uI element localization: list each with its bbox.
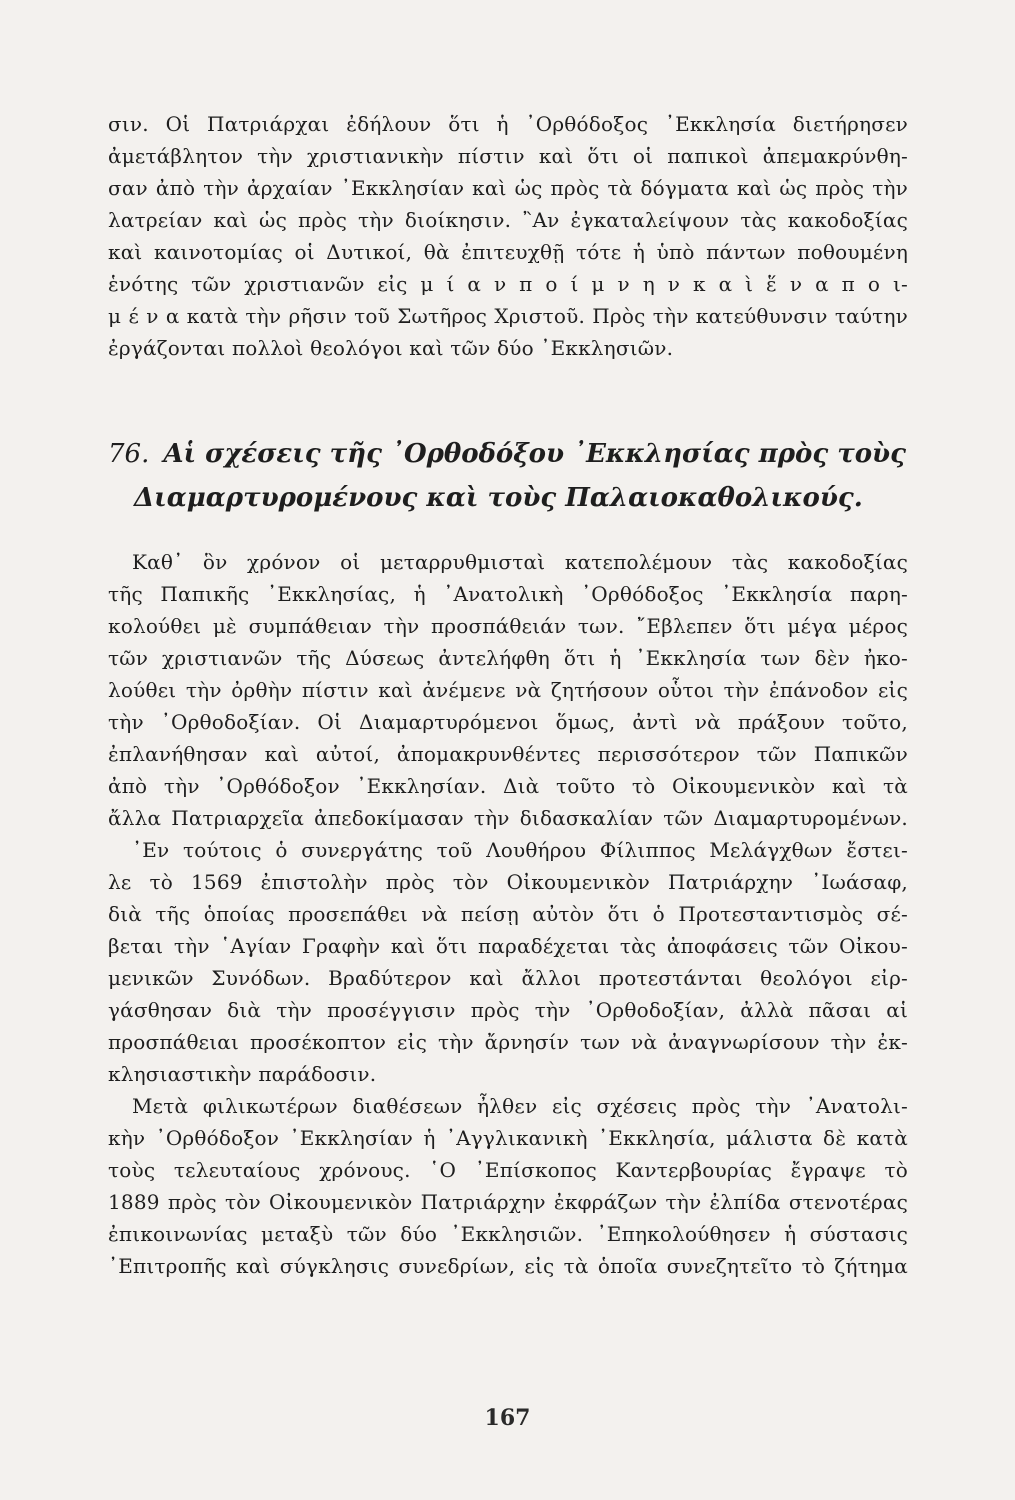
text-line: σιν. Οἱ Πατριάρχαι ἐδήλουν ὅτι ἡ ᾿Ορθόδοξος ᾿Εκκλησία διετήρησεν <box>108 112 908 136</box>
text-line: ἀπὸ τὴν ᾿Ορθόδοξον ᾿Εκκλησίαν. Διὰ τοῦτο τὸ Οἰκουμενικὸν καὶ τὰ <box>108 774 908 798</box>
text-line: 1889 πρὸς τὸν Οἰκουμενικὸν Πατριάρχην ἐκφράζων τὴν ἐλπίδα στενοτέρας <box>108 1190 908 1214</box>
text-line: καὶ καινοτομίας οἱ Δυτικοί, θὰ ἐπιτευχθῇ τότε ἡ ὑπὸ πάντων ποθουμένη <box>108 240 908 264</box>
text-line: Μετὰ φιλικωτέρων διαθέσεων ἦλθεν εἰς σχέσεις πρὸς τὴν ᾿Ανατολι- <box>132 1094 908 1118</box>
text-line: ἀμετάβλητον τὴν χριστιανικὴν πίστιν καὶ ὅτι οἱ παπικοὶ ἀπεμακρύνθη- <box>108 144 908 168</box>
text-line: τῶν χριστιανῶν τῆς Δύσεως ἀντελήφθη ὅτι ἡ ᾿Εκκλησία των δὲν ἠκο- <box>108 646 908 670</box>
text-line: τῆς Παπικῆς ᾿Εκκλησίας, ἡ ᾿Ανατολικὴ ᾿Ορθόδοξος ᾿Εκκλησία παρη- <box>108 582 908 606</box>
text-line: κὴν ᾿Ορθόδοξον ᾿Εκκλησίαν ἡ ᾿Αγγλικανικὴ ᾿Εκκλησία, μάλιστα δὲ κατὰ <box>108 1126 908 1150</box>
text-line: προσπάθειαι προσέκοπτον εἰς τὴν ἄρνησίν των νὰ ἀναγνωρίσουν τὴν ἐκ- <box>108 1030 908 1054</box>
text-line: ἐπλανήθησαν καὶ αὐτοί, ἀπομακρυνθέντες περισσότερον τῶν Παπικῶν <box>108 742 908 766</box>
page-number: 167 <box>484 1405 531 1431</box>
text-line: σαν ἀπὸ τὴν ἀρχαίαν ᾿Εκκλησίαν καὶ ὡς πρὸς τὰ δόγματα καὶ ὡς πρὸς τὴν <box>108 176 908 200</box>
text-line: ἄλλα Πατριαρχεῖα ἀπεδοκίμασαν τὴν διδασκαλίαν τῶν Διαμαρτυρομένων. <box>108 806 908 830</box>
section-title-part-2: Διαμαρτυρομένους καὶ τοὺς Παλαιοκαθολικούς. <box>134 483 863 513</box>
text-line: λούθει τὴν ὀρθὴν πίστιν καὶ ἀνέμενε νὰ ζητήσουν οὗτοι τὴν ἐπάνοδον εἰς <box>108 678 908 702</box>
text-line: μ έ ν α κατὰ τὴν ρῆσιν τοῦ Σωτῆρος Χριστοῦ. Πρὸς τὴν κατεύθυνσιν ταύτην <box>108 304 908 328</box>
text-line: κλησιαστικὴν παράδοσιν. <box>108 1062 377 1086</box>
section-title-part-1: Αἱ σχέσεις τῆς ᾿Ορθοδόξου ᾿Εκκλησίας πρὸς τοὺς <box>163 439 906 469</box>
text-line: μενικῶν Συνόδων. Βραδύτερον καὶ ἄλλοι προτεστάνται θεολόγοι εἰρ- <box>108 966 908 990</box>
text-line: κολούθει μὲ συμπάθειαν τὴν προσπάθειάν των. ῎Εβλεπεν ὅτι μέγα μέρος <box>108 614 908 638</box>
text-line: ᾿Επιτροπῆς καὶ σύγκλησις συνεδρίων, εἰς τὰ ὁποῖα συνεζητεῖτο τὸ ζήτημα <box>108 1254 908 1278</box>
text-line: ᾿Εν τούτοις ὁ συνεργάτης τοῦ Λουθήρου Φίλιππος Μελάγχθων ἔστει- <box>132 838 908 862</box>
section-heading <box>108 432 908 520</box>
text-line: λε τὸ 1569 ἐπιστολὴν πρὸς τὸν Οἰκουμενικὸν Πατριάρχην ᾿Ιωάσαφ, <box>108 870 908 894</box>
text-line: λατρείαν καὶ ὡς πρὸς τὴν διοίκησιν. ῍Αν ἐγκαταλείψουν τὰς κακοδοξίας <box>108 208 908 232</box>
continuation-paragraph <box>108 108 908 364</box>
section-heading-line-1 <box>108 432 908 476</box>
text-line: βεται τὴν ῾Αγίαν Γραφὴν καὶ ὅτι παραδέχεται τὰς ἀποφάσεις τῶν Οἰκου- <box>108 934 908 958</box>
section-body <box>108 546 908 1282</box>
text-line: τοὺς τελευταίους χρόνους. ῾Ο ᾿Επίσκοπος Καντερβουρίας ἔγραψε τὸ <box>108 1158 908 1182</box>
text-line: γάσθησαν διὰ τὴν προσέγγισιν πρὸς τὴν ᾿Ορθοδοξίαν, ἀλλὰ πᾶσαι αἱ <box>108 998 908 1022</box>
text-line: τὴν ᾿Ορθοδοξίαν. Οἱ Διαμαρτυρόμενοι ὅμως, ἀντὶ νὰ πράξουν τοῦτο, <box>108 710 908 734</box>
text-line: ἑνότης τῶν χριστιανῶν εἰς μ ί α ν π ο ί μ ν η ν κ α ὶ ἕ ν α π ο ι- <box>108 272 908 296</box>
text-line: ἐργάζονται πολλοὶ θεολόγοι καὶ τῶν δύο ᾿Εκκλησιῶν. <box>108 336 674 360</box>
text-line: ἐπικοινωνίας μεταξὺ τῶν δύο ᾿Εκκλησιῶν. ᾿Επηκολούθησεν ἡ σύστασις <box>108 1222 908 1246</box>
text-line: διὰ τῆς ὁποίας προσεπάθει νὰ πείσῃ αὐτὸν ὅτι ὁ Προτεσταντισμὸς σέ- <box>108 902 908 926</box>
section-number: 76. <box>108 439 150 469</box>
text-line: Καθ᾿ ὃν χρόνον οἱ μεταρρυθμισταὶ κατεπολέμουν τὰς κακοδοξίας <box>132 550 908 574</box>
